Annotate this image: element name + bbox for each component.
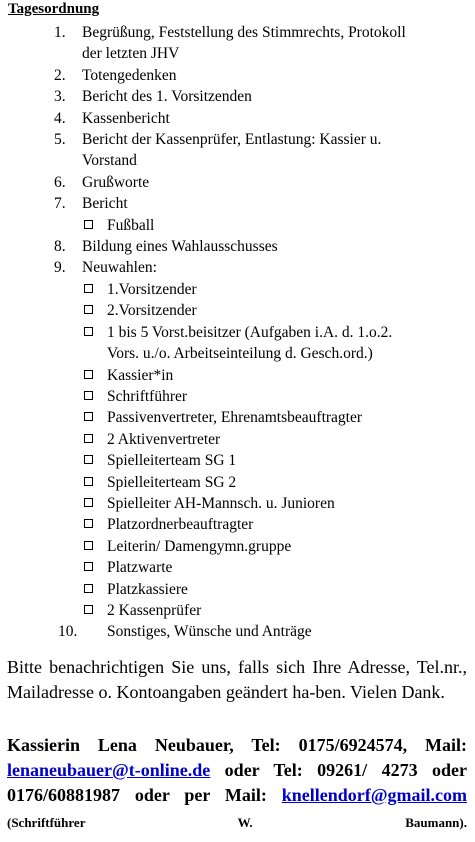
contact-phones: oder Tel: 09261/ 4273 oder 0176/60881987 oder per Mail: xyxy=(7,760,467,805)
agenda-text: Sonstiges, Wünsche und Anträge xyxy=(107,623,312,641)
agenda-text: Bildung eines Wahlausschusses xyxy=(82,238,278,256)
checkbox-icon xyxy=(84,327,93,336)
email-link-knellendorf[interactable]: knellendorf@gmail.com xyxy=(281,785,467,805)
checkbox-icon xyxy=(84,605,93,614)
subitem-text: 1 bis 5 Vorst.beisitzer (Aufgaben i.A. d. 1.o.2. xyxy=(107,323,393,341)
subitem-text: 2 Kassenprüfer xyxy=(107,601,202,619)
agenda-text: Bericht xyxy=(82,195,128,213)
agenda-text: Neuwahlen: xyxy=(82,259,157,277)
neuwahlen-subitem xyxy=(0,386,475,407)
subitem-text: Kassier*in xyxy=(107,366,174,384)
email-link-lenaneubauer[interactable]: lenaneubauer@t-online.de xyxy=(7,760,211,780)
checkbox-icon xyxy=(84,220,93,229)
neuwahlen-subitem xyxy=(0,365,475,386)
neuwahlen-subitem xyxy=(0,514,475,535)
checkbox-icon xyxy=(84,498,93,507)
agenda-text: Vorstand xyxy=(82,152,137,170)
contact-intro: Kassierin Lena Neubauer, Tel: 0175/6924574, Mail: xyxy=(7,735,467,755)
subitem-text: 2.Vorsitzender xyxy=(107,302,197,320)
checkbox-icon xyxy=(84,477,93,486)
subitem-text: Spielleiterteam SG 2 xyxy=(107,473,237,491)
neuwahlen-subitem xyxy=(0,429,475,450)
agenda-number: 1. xyxy=(54,24,66,41)
agenda-item-3 xyxy=(0,86,475,107)
agenda-number: 3. xyxy=(54,88,66,106)
subitem-text: Schriftführer xyxy=(107,387,188,405)
neuwahlen-subitem xyxy=(0,300,475,321)
neuwahlen-subitem xyxy=(0,557,475,578)
subitem-text: Platzwarte xyxy=(107,559,173,577)
neuwahlen-subitem xyxy=(0,450,475,471)
checkbox-icon xyxy=(84,562,93,571)
agenda-item-7 xyxy=(0,193,475,214)
neuwahlen-subitem xyxy=(0,322,475,365)
subitem-text: Spielleiterteam SG 1 xyxy=(107,452,237,470)
agenda-text: Grußworte xyxy=(82,173,150,191)
agenda-number: 7. xyxy=(54,195,66,213)
checkbox-icon xyxy=(84,370,93,379)
subitem-text: Vors. u./o. Arbeitseinteilung d. Gesch.ord.) xyxy=(107,345,373,363)
subitem-text: 2 Aktivenvertreter xyxy=(107,430,221,448)
agenda-item-9 xyxy=(0,257,475,278)
agenda-number: 9. xyxy=(54,259,66,277)
bericht-subitem-fussball xyxy=(0,215,475,236)
subitem-text: 1.Vorsitzender xyxy=(107,280,197,298)
agenda-number: 6. xyxy=(54,173,66,191)
checkbox-icon xyxy=(84,455,93,464)
subitem-text: Leiterin/ Damengymn.gruppe xyxy=(107,537,292,555)
subitem-text: Fußball xyxy=(107,216,155,234)
subitem-text: Spielleiter AH-Mannsch. u. Junioren xyxy=(107,494,335,512)
checkbox-icon xyxy=(84,584,93,593)
agenda-heading: Tagesordnung xyxy=(8,1,100,17)
agenda-number: 2. xyxy=(54,66,66,84)
agenda-number: 10. xyxy=(58,623,78,641)
agenda-item-10 xyxy=(0,621,475,642)
checkbox-icon xyxy=(84,284,93,293)
agenda-number: 8. xyxy=(54,238,66,256)
neuwahlen-subitem xyxy=(0,536,475,557)
agenda-list xyxy=(0,22,475,643)
agenda-item-6 xyxy=(0,172,475,193)
neuwahlen-subitem xyxy=(0,493,475,514)
agenda-item-4 xyxy=(0,108,475,129)
neuwahlen-subitem xyxy=(0,407,475,428)
agenda-text: Bericht des 1. Vorsitzenden xyxy=(82,88,252,106)
neuwahlen-subitem xyxy=(0,600,475,621)
agenda-item-2 xyxy=(0,65,475,86)
agenda-number: 4. xyxy=(54,109,66,127)
agenda-number: 5. xyxy=(54,131,66,149)
agenda-item-1 xyxy=(0,22,475,65)
notice-paragraph: Bitte benachrichtigen Sie uns, falls sich Ihre Adresse, Tel.nr., Mailadresse o. Kontoangaben geändert ha-ben. Vielen Dank. xyxy=(7,657,467,702)
contact-note: (Schriftführer W. Baumann). xyxy=(7,815,467,830)
checkbox-icon xyxy=(84,391,93,400)
agenda-item-8 xyxy=(0,236,475,257)
subitem-text: Platzkassiere xyxy=(107,580,188,598)
subitem-text: Passivenvertreter, Ehrenamtsbeauftragter xyxy=(107,409,363,427)
subitem-text: Platzordnerbeauftragter xyxy=(107,516,254,534)
agenda-text: der letzten JHV xyxy=(82,45,180,63)
neuwahlen-subitem xyxy=(0,579,475,600)
agenda-text: Totengedenken xyxy=(82,66,177,84)
agenda-text: Bericht der Kassenprüfer, Entlastung: Kassier u. xyxy=(82,131,382,149)
agenda-text: Kassenbericht xyxy=(82,109,170,127)
neuwahlen-subitem xyxy=(0,279,475,300)
checkbox-icon xyxy=(84,305,93,314)
neuwahlen-subitem xyxy=(0,472,475,493)
checkbox-icon xyxy=(84,434,93,443)
agenda-text: Begrüßung, Feststellung des Stimmrechts, Protokoll xyxy=(82,24,406,41)
contact-paragraph xyxy=(7,733,467,835)
checkbox-icon xyxy=(84,412,93,421)
checkbox-icon xyxy=(84,541,93,550)
agenda-item-5 xyxy=(0,129,475,172)
checkbox-icon xyxy=(84,519,93,528)
